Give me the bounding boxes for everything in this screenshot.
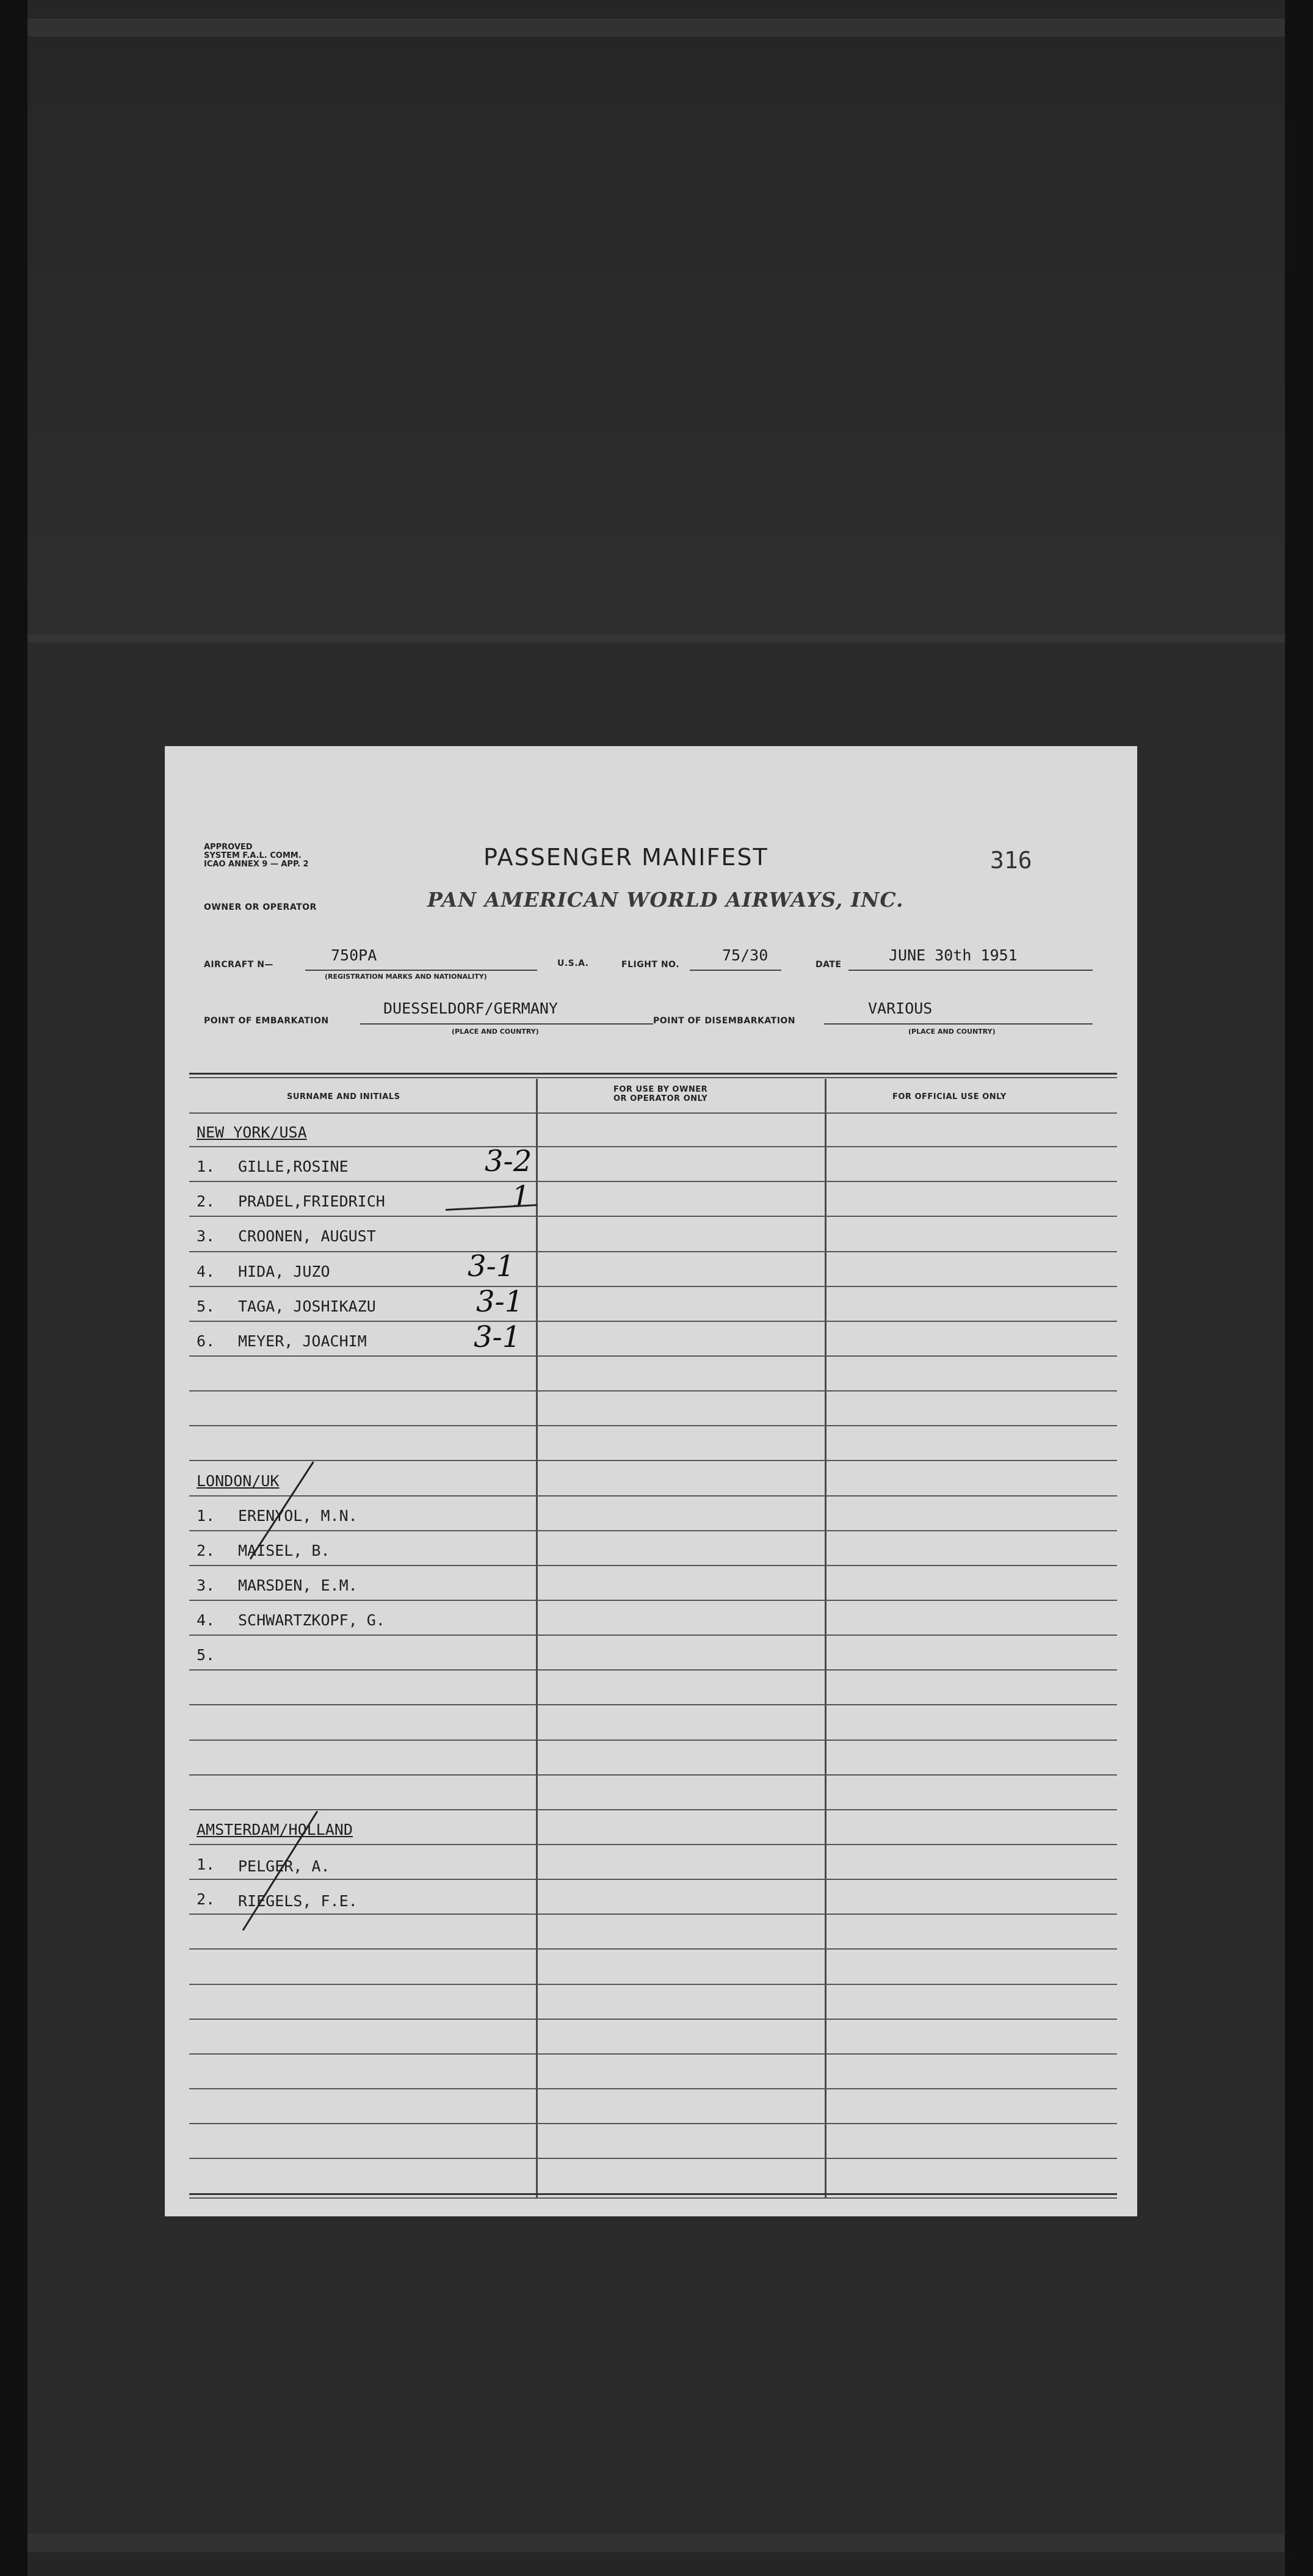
col-header-owner-line2: OR OPERATOR ONLY [613,1094,708,1103]
embark-label: POINT OF EMBARKATION [204,1016,329,1026]
row-number: 1. [197,1507,215,1525]
scan-band [27,2534,1285,2552]
disembark-label: POINT OF DISEMBARKATION [653,1016,796,1026]
flight-underline [690,970,781,971]
passenger-name: PRADEL,FRIEDRICH [238,1192,385,1210]
passenger-name: PELGER, A. [238,1857,330,1875]
row-rule [189,1146,1117,1147]
row-rule [189,1740,1117,1741]
passenger-name: RIEGELS, F.E. [238,1892,358,1910]
aircraft-value: 750PA [331,946,377,964]
date-value: JUNE 30th 1951 [889,946,1018,964]
row-number: 2. [197,1542,215,1559]
row-rule [189,1495,1117,1497]
passenger-name: HIDA, JUZO [238,1263,330,1280]
row-rule [189,2123,1117,2124]
row-rule [189,1948,1117,1950]
row-rule [189,1809,1117,1810]
passenger-name: GILLE,ROSINE [238,1158,349,1175]
group-heading: AMSTERDAM/HOLLAND [197,1821,353,1838]
embark-value: DUESSELDORF/GERMANY [383,1000,558,1017]
handwritten-mark: 3-1 [474,1320,521,1354]
table-top-rule [189,1073,1117,1075]
row-rule [189,2053,1117,2055]
passenger-name: MAISEL, B. [238,1542,330,1559]
col-header-official: FOR OFFICIAL USE ONLY [892,1092,1007,1101]
row-number: 2. [197,1890,215,1908]
disembark-value: VARIOUS [868,1000,933,1017]
column-divider [536,1079,538,2199]
scan-band [27,635,1285,642]
passenger-name: SCHWARTZKOPF, G. [238,1611,385,1629]
row-rule [189,1530,1117,1531]
table-bottom-rule [189,2193,1117,2195]
handwritten-mark: 3-2 [485,1144,532,1178]
row-rule [189,1774,1117,1776]
table-top-rule [189,1077,1117,1078]
form-title: PASSENGER MANIFEST [483,844,769,871]
row-number: 5. [197,1646,215,1664]
approval-line: ICAO ANNEX 9 — APP. 2 [204,860,309,869]
row-number: 4. [197,1611,215,1629]
row-rule [189,1321,1117,1322]
row-number: 3. [197,1227,215,1245]
column-divider [825,1079,827,2199]
passenger-name: ERENYOL, M.N. [238,1507,358,1525]
row-rule [189,1914,1117,1915]
scan-right-edge [1285,0,1313,2576]
scan-band [27,18,1285,37]
row-number: 5. [197,1297,215,1315]
row-rule [189,1390,1117,1391]
flight-label: FLIGHT NO. [621,960,679,970]
col-header-surname: SURNAME AND INITIALS [287,1092,400,1101]
disembark-sublabel: (PLACE AND COUNTRY) [908,1028,996,1036]
row-rule [189,1669,1117,1671]
col-header-owner-line1: FOR USE BY OWNER [613,1085,708,1094]
flight-value: 75/30 [722,946,769,964]
row-number: 1. [197,1856,215,1873]
row-rule [189,1286,1117,1287]
aircraft-underline [305,970,537,971]
row-rule [189,1879,1117,1880]
embark-sublabel: (PLACE AND COUNTRY) [452,1028,539,1036]
approval-line: SYSTEM F.A.L. COMM. [204,851,302,860]
handwritten-mark: 3-1 [476,1285,524,1319]
aircraft-sublabel: (REGISTRATION MARKS AND NATIONALITY) [325,973,487,981]
disembark-underline [824,1023,1093,1025]
group-heading: LONDON/UK [197,1472,280,1490]
row-number: 4. [197,1263,215,1280]
owner-label: OWNER OR OPERATOR [204,902,317,912]
row-number: 1. [197,1158,215,1175]
row-rule [189,1425,1117,1426]
passenger-name: MEYER, JOACHIM [238,1332,367,1350]
row-rule [189,1565,1117,1566]
passenger-name: MARSDEN, E.M. [238,1576,358,1594]
row-rule [189,2088,1117,2089]
date-label: DATE [816,960,842,970]
row-rule [189,1984,1117,1985]
handwritten-mark: 1 [512,1180,530,1214]
aircraft-label: AIRCRAFT N— [204,960,273,970]
passenger-name: CROONEN, AUGUST [238,1227,376,1245]
approval-line: APPROVED [204,843,253,852]
row-rule [189,1844,1117,1845]
handwritten-mark: 3-1 [468,1249,515,1283]
date-underline [848,970,1093,971]
row-rule [189,1704,1117,1705]
row-rule [189,2019,1117,2020]
row-rule [189,1634,1117,1636]
row-rule [189,1251,1117,1252]
row-rule [189,2158,1117,2159]
airline-name: PAN AMERICAN WORLD AIRWAYS, INC. [427,888,904,912]
row-number: 3. [197,1576,215,1594]
table-bottom-rule [189,2197,1117,2199]
page-number: 316 [990,847,1032,874]
usa-label: U.S.A. [557,959,589,968]
row-rule [189,1181,1117,1182]
manifest-sheet [165,746,1137,2216]
group-heading: NEW YORK/USA [197,1123,307,1141]
row-number: 6. [197,1332,215,1350]
row-rule [189,1600,1117,1601]
embark-underline [360,1023,653,1025]
passenger-name: TAGA, JOSHIKAZU [238,1297,376,1315]
row-rule [189,1355,1117,1357]
row-rule [189,1460,1117,1461]
row-number: 2. [197,1192,215,1210]
row-rule [189,1112,1117,1114]
scan-left-edge [0,0,27,2576]
row-rule [189,1216,1117,1217]
